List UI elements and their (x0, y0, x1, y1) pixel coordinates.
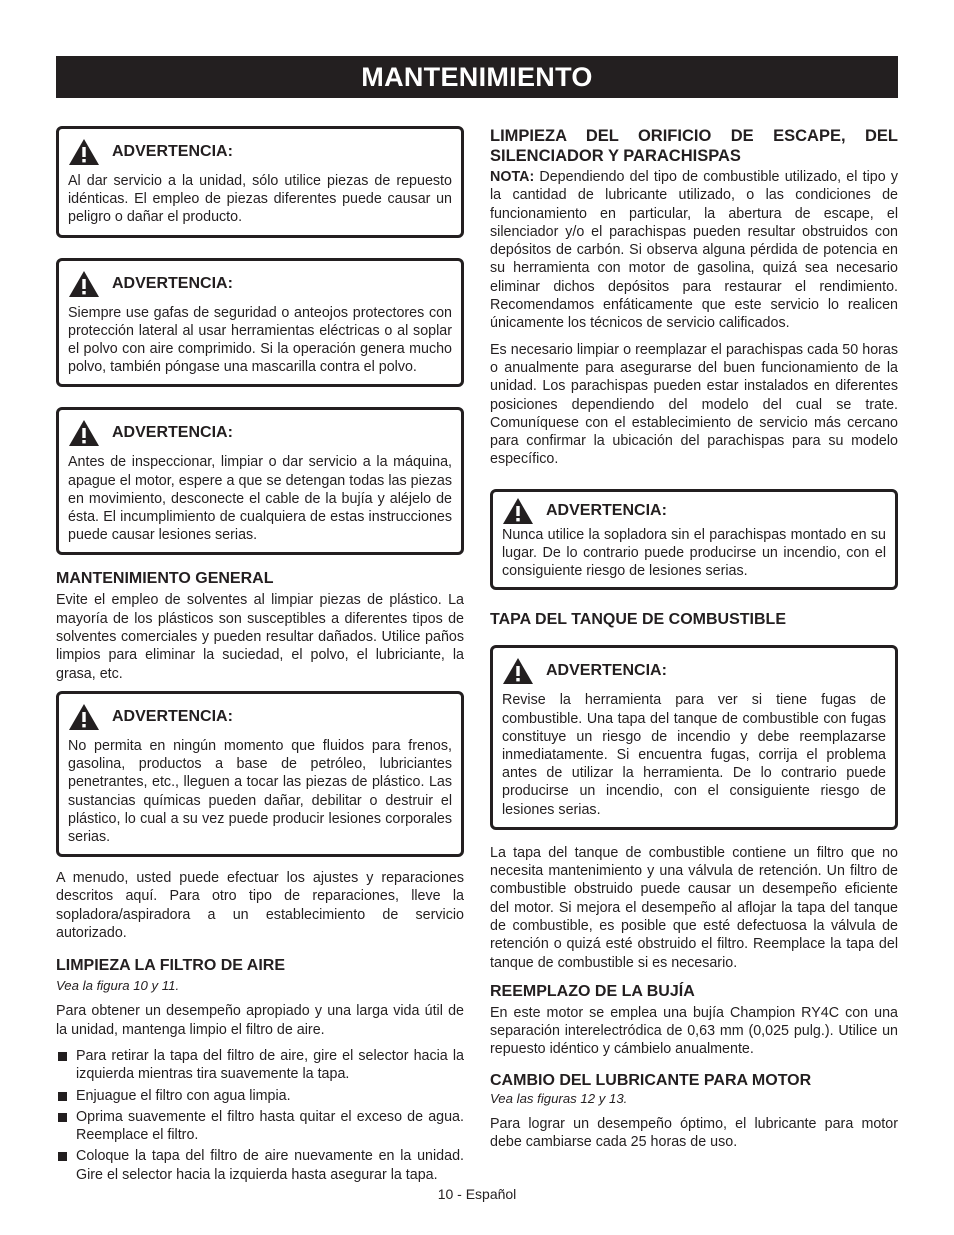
note-label: NOTA: (490, 169, 535, 185)
warning-box-spark-arrestor (490, 489, 898, 591)
list-item: Para retirar la tapa del filtro de aire, gire el selector hacia la izquierda mientras tira suavemente la tapa. (56, 1047, 464, 1084)
warning-text: No permita en ningún momento que fluidos para frenos, gasolina, productos a base de petróleo, lubriciantes penetrantes, etc., lleguen a tocar las piezas de plástico. Las sustancias químicas pueden dañar, debilitar o destruir el plástico, lo cual a su vez puede producir lesiones corporales serias. (68, 737, 452, 845)
list-item: Oprima suavemente el filtro hasta quitar el exceso de agua. Reemplace el filtro. (56, 1108, 464, 1145)
warning-box-fluids (56, 691, 464, 857)
warning-text: Antes de inspeccionar, limpiar o dar servicio a la máquina, apague el motor, espere a que se detengan todas las piezas en movimiento, desconecte el cable de la bujía y aléjelo de ésta. El incumplimiento de cualquiera de estas instrucciones puede causar lesiones serias. (68, 454, 452, 544)
fuel-cap-text: La tapa del tanque de combustible contiene un filtro que no necesita mantenimiento y una válvula de retención. Un filtro de combustible obstruido puede causar un desempeño eficiente del motor. Si mejora el desempeño al aflojar la tapa del tanque de combustible, es posible que esté defectuosa la válvula de retención o quizá esté obstruido el filtro. Reemplace la tapa del tanque de combustible si es necesario. (490, 844, 898, 971)
warning-triangle-icon (68, 138, 100, 166)
page-title: MANTENIMIENTO (56, 56, 898, 98)
list-item: Enjuague el filtro con agua limpia. (56, 1087, 464, 1105)
section-heading-fuel-cap: TAPA DEL TANQUE DE COMBUSTIBLE (490, 611, 786, 629)
section-heading-spark-plug: REEMPLAZO DE LA BUJÍA (490, 982, 695, 1000)
general-text: Evite el empleo de solventes al limpiar piezas de plástico. La mayoría de los plásticos son susceptibles a diferentes tipos de solventes comerciales y pueden resultar dañados. Utilice paños limpios para eliminar la suciedad, el polvo, el lubriciante, la grasa, etc. (56, 592, 464, 682)
section-heading-air-filter: LIMPIEZA LA FILTRO DE AIRE (56, 957, 286, 975)
warning-title: ADVERTENCIA: (112, 143, 233, 160)
warning-box-eye-protection (56, 258, 464, 388)
warning-box-fuel-leak (490, 645, 898, 829)
section-heading-general: MANTENIMIENTO GENERAL (56, 570, 274, 588)
warning-triangle-icon (502, 657, 534, 685)
warning-text: Revise la herramienta para ver si tiene fugas de combustible. Una tapa del tanque de combustible con fugas constituye un riesgo de incendio y debe reemplazarse inmediatamente. Si encuentra fugas, corrija el problema antes de utilizar la herramienta. De lo contrario puede producirse un incendio, con el consiguiente riesgo de lesiones serias. (502, 692, 886, 818)
air-filter-steps (56, 1047, 464, 1184)
left-column (56, 126, 464, 1187)
repairs-text: A menudo, usted puede efectuar los ajustes y reparaciones descritos aquí. Para otro tipo de reparaciones, lleve la sopladora/aspiradora a un establecimiento de servicio autorizado. (56, 870, 464, 942)
air-filter-text: Para obtener un desempeño apropiado y una larga vida útil de la unidad, mantenga limpio el filtro de aire. (56, 1003, 464, 1038)
warning-text: Siempre use gafas de seguridad o anteojos protectores con protección lateral al usar herramientas eléctricas o al soplar el polvo con aire comprimido. Si la operación genera mucho polvo, también póngase una mascarilla contra el polvo. (68, 304, 452, 376)
warning-text: Nunca utilice la sopladora sin el parachispas montado en su lugar. De lo contrario puede producirse un incendio, con el consiguiente riesgo de lesiones serias. (502, 526, 886, 580)
warning-title: ADVERTENCIA: (112, 424, 233, 442)
section-heading-oil: CAMBIO DEL LUBRICANTE PARA MOTOR (490, 1071, 812, 1089)
section-heading-exhaust: LIMPIEZA DEL ORIFICIO DE ESCAPE, DEL SILENCIADOR Y PARACHISPAS (490, 127, 898, 165)
warning-box-service (56, 407, 464, 555)
warning-title: ADVERTENCIA: (112, 274, 233, 292)
exhaust-note (490, 168, 898, 333)
page-footer: 10 - Español (437, 1186, 517, 1202)
oil-text: Para lograr un desempeño óptimo, el lubricante para motor debe cambiarse cada 25 horas de uso. (490, 1115, 898, 1151)
spark-plug-text: En este motor se emplea una bujía Champion RY4C con una separación interelectródica de 0,63 mm (0,025 pulg.). Utilice un repuesto idéntico y cámbielo anualmente. (490, 1004, 898, 1058)
spark-arrestor-text: Es necesario limpiar o reemplazar el parachispas cada 50 horas o anualmente para asegurarse del buen funcionamiento de la unidad. Los parachispas pueden estar instalados en diferentes posiciones dependiendo del modelo del cual se trate. Comuníquese con el establecimiento de servicio más cercano para confirmar la ubicación del parachispas para su modelo específico. (490, 341, 898, 468)
warning-text: Al dar servicio a la unidad, sólo utilice piezas de repuesto idénticas. El empleo de piezas diferentes puede causar un peligro o dañar el producto. (68, 173, 452, 226)
warning-title: ADVERTENCIA: (112, 707, 233, 725)
warning-triangle-icon (68, 703, 100, 731)
warning-title: ADVERTENCIA: (546, 662, 667, 680)
right-column (490, 126, 898, 1159)
figure-reference: Vea las figuras 12 y 13. (490, 1090, 628, 1106)
figure-reference: Vea la figura 10 y 11. (56, 978, 180, 994)
warning-triangle-icon (502, 497, 534, 525)
note-text: Dependiendo del tipo de combustible utilizado, el tipo y la cantidad de lubricante utilizado, o las condiciones de funcionamiento en particular, la abertura de escape, el silenciador y/o el parachispas pueden resultar obstruidos con depósitos de carbón. Si observa alguna pérdida de potencia en su herramienta con motor de gasolina, quizá sea necesario eliminar dichos depósitos para restaurar el rendimiento. Recomendamos enfáticamente que este servicio lo realicen únicamente los técnicos de servicio calificados. (490, 169, 898, 332)
warning-triangle-icon (68, 419, 100, 447)
warning-triangle-icon (68, 270, 100, 298)
warning-title: ADVERTENCIA: (546, 501, 667, 519)
warning-box-parts (56, 126, 464, 238)
list-item: Coloque la tapa del filtro de aire nuevamente en la unidad. Gire el selector hacia la izquierda hasta asegurar la tapa. (56, 1147, 464, 1184)
